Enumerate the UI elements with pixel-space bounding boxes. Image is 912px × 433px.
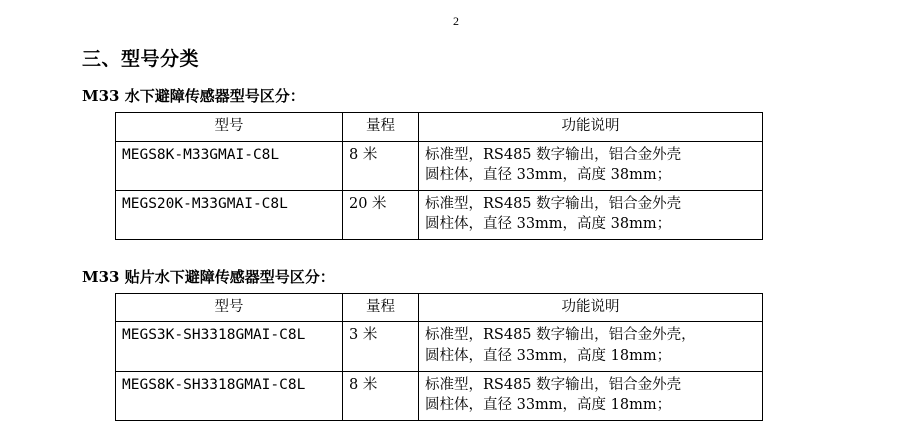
description-line-1: 标准型，RS485 数字输出，铝合金外壳， — [425, 327, 696, 344]
table-caption-1: M33 水下避障传感器型号区分： — [82, 87, 305, 105]
page-title: 三、型号分类 — [82, 48, 200, 70]
description-line-1: 标准型，RS485 数字输出，铝合金外壳 — [425, 376, 682, 393]
cell-model: MEGS20K-M33GMAI-C8L — [116, 190, 343, 239]
table-row — [116, 190, 763, 239]
cell-model: MEGS8K-SH3318GMAI-C8L — [116, 371, 343, 420]
description-line-1: 标准型，RS485 数字输出，铝合金外壳 — [425, 146, 682, 163]
table-row — [116, 371, 763, 420]
column-header-model: 型号 — [116, 113, 343, 142]
column-header-range: 量程 — [343, 113, 419, 142]
column-header-description: 功能说明 — [419, 113, 763, 142]
page-number: 2 — [453, 14, 459, 28]
table-header-row — [116, 293, 763, 322]
cell-description — [419, 190, 763, 239]
description-line-2: 圆柱体，直径 33mm，高度 18mm； — [425, 397, 672, 414]
cell-range: 20 米 — [343, 190, 419, 239]
column-header-description: 功能说明 — [419, 293, 763, 322]
page-content — [82, 44, 842, 421]
spec-table-1 — [115, 112, 763, 240]
table-header-row — [116, 113, 763, 142]
cell-model: MEGS8K-M33GMAI-C8L — [116, 141, 343, 190]
cell-range: 8 米 — [343, 141, 419, 190]
cell-range: 8 米 — [343, 371, 419, 420]
table-row — [116, 322, 763, 371]
table-row — [116, 141, 763, 190]
description-line-1: 标准型，RS485 数字输出，铝合金外壳 — [425, 195, 682, 212]
description-line-2: 圆柱体，直径 33mm，高度 38mm； — [425, 216, 672, 233]
description-line-2: 圆柱体，直径 33mm，高度 18mm； — [425, 348, 672, 365]
spec-table-2 — [115, 293, 763, 421]
column-header-model: 型号 — [116, 293, 343, 322]
cell-description — [419, 371, 763, 420]
column-header-range: 量程 — [343, 293, 419, 322]
spacer — [82, 240, 842, 266]
cell-range: 3 米 — [343, 322, 419, 371]
cell-model: MEGS3K-SH3318GMAI-C8L — [116, 322, 343, 371]
cell-description — [419, 322, 763, 371]
description-line-2: 圆柱体，直径 33mm，高度 38mm； — [425, 167, 672, 184]
cell-description — [419, 141, 763, 190]
table-caption-2: M33 贴片水下避障传感器型号区分： — [82, 267, 335, 286]
